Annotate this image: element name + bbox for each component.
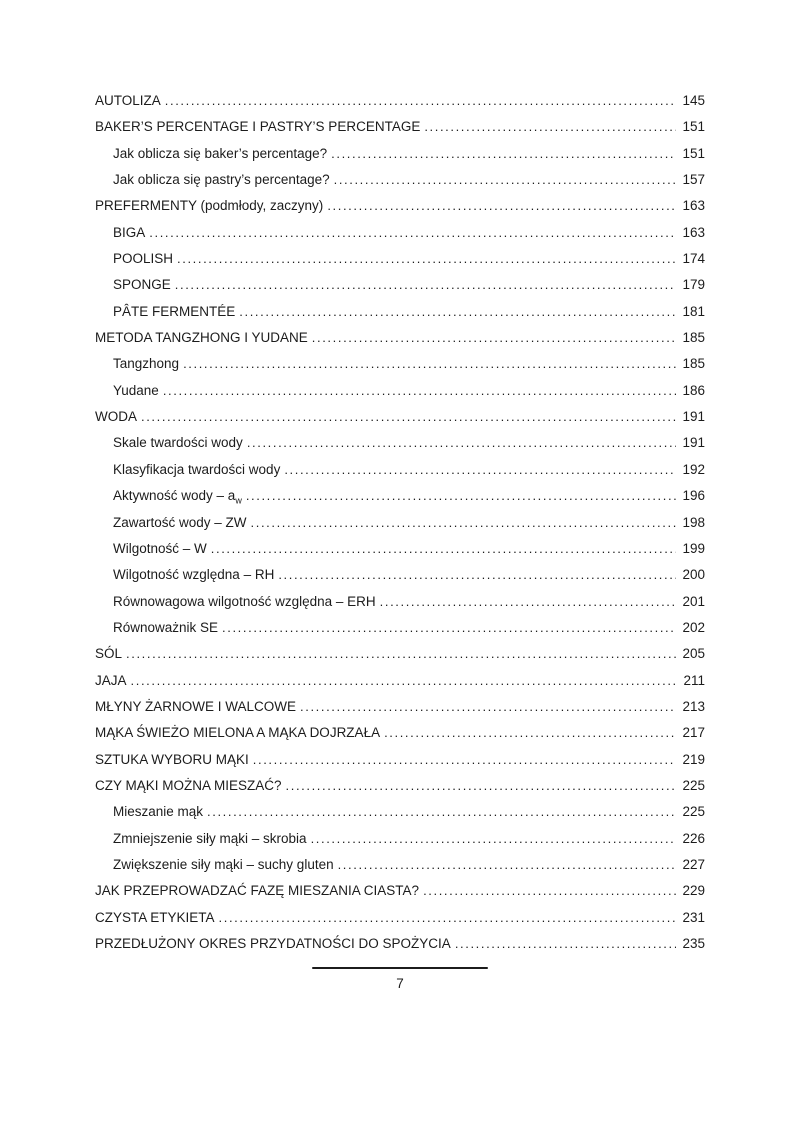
dot-leader (239, 299, 676, 325)
toc-entry-page-number: 191 (682, 435, 705, 451)
toc-entry-label: Zawartość wody – ZW (113, 514, 247, 530)
dot-leader (177, 246, 676, 272)
toc-entry-label: BIGA (113, 224, 146, 240)
toc-entry-page-number: 179 (682, 277, 705, 293)
toc-entry-label: Aktywność wody – $a_w$ (113, 488, 242, 506)
toc-entry-page-number: 235 (682, 936, 705, 951)
toc-entry (95, 167, 705, 193)
toc-entry-label: BAKER’S PERCENTAGE I PASTRY’S PERCENTAGE (95, 119, 421, 135)
dot-leader (141, 404, 676, 430)
dot-leader (246, 483, 676, 509)
dot-leader (131, 668, 676, 694)
toc-entry-page-number: 229 (682, 883, 705, 899)
toc-entry (95, 931, 705, 957)
toc-entry-page-number: 191 (682, 409, 705, 425)
toc-entry-page-number: 226 (682, 830, 705, 846)
toc-entry (95, 457, 705, 483)
toc-entry-label: Równoważnik SE (113, 619, 219, 635)
toc-entry-label: Klasyfikacja twardości wody (113, 461, 281, 477)
toc-entry-page-number: 205 (682, 646, 705, 662)
toc-entry (95, 404, 705, 430)
toc-entry-page-number: 181 (682, 303, 705, 319)
toc-entry-page-number: 163 (682, 224, 705, 240)
toc-entry-label: Tangzhong (113, 356, 180, 372)
dot-leader (284, 457, 676, 483)
toc-entry (95, 299, 705, 325)
page-number: 7 (396, 976, 404, 991)
toc-entry-page-number: 225 (682, 777, 705, 793)
toc-entry-label: CZYSTA ETYKIETA (95, 909, 215, 925)
toc-entry (95, 483, 705, 509)
toc-entry-page-number: 185 (682, 330, 705, 346)
toc-entry-label: SPONGE (113, 277, 171, 293)
toc-entry-page-number: 225 (682, 804, 705, 820)
toc-entry-label: Równowagowa wilgotność względna – ERH (113, 593, 376, 609)
dot-leader (207, 799, 676, 825)
dot-leader (253, 747, 676, 773)
toc-entry (95, 878, 705, 904)
toc-entry-page-number: 231 (682, 909, 705, 925)
toc-entry-page-number: 211 (683, 672, 705, 688)
toc-entry-label: Wilgotność względna – RH (113, 567, 275, 583)
toc-entry-page-number: 174 (682, 251, 705, 267)
toc-entry-page-number: 192 (682, 461, 705, 477)
toc-entry (95, 536, 705, 562)
toc-entry-label: Jak oblicza się pastry’s percentage? (113, 172, 330, 188)
toc-entry-label: AUTOLIZA (95, 93, 161, 108)
dot-leader (211, 536, 676, 562)
dot-leader (334, 167, 676, 193)
toc-entry-page-number: 196 (682, 488, 705, 504)
toc-entry-page-number: 200 (682, 567, 705, 583)
table-of-contents (95, 88, 705, 957)
dot-leader (286, 773, 676, 799)
dot-leader (331, 141, 676, 167)
toc-entry-label: Zwiększenie siły mąki – suchy gluten (113, 856, 334, 872)
toc-entry (95, 615, 705, 641)
toc-entry-page-number: 199 (682, 540, 705, 556)
toc-entry-label: SÓL (95, 646, 123, 662)
toc-entry-page-number: 217 (682, 725, 705, 741)
toc-entry-page-number: 202 (682, 619, 705, 635)
dot-leader (175, 272, 676, 298)
dot-leader (219, 905, 676, 931)
dot-leader (165, 88, 676, 114)
toc-entry (95, 220, 705, 246)
toc-entry-page-number: 185 (682, 356, 705, 372)
toc-entry (95, 272, 705, 298)
toc-entry (95, 773, 705, 799)
toc-entry (95, 668, 705, 694)
toc-entry-page-number: 151 (682, 145, 705, 161)
toc-entry-label: Zmniejszenie siły mąki – skrobia (113, 830, 307, 846)
toc-entry (95, 747, 705, 773)
dot-leader (455, 931, 676, 957)
dot-leader (222, 615, 676, 641)
toc-entry-label: PREFERMENTY (podmłody, zaczyny) (95, 198, 324, 214)
toc-entry-page-number: 213 (682, 698, 705, 714)
toc-entry (95, 562, 705, 588)
toc-entry (95, 430, 705, 456)
toc-entry-page-number: 151 (682, 119, 705, 135)
dot-leader (300, 694, 676, 720)
toc-entry-page-number: 219 (682, 751, 705, 767)
dot-leader (126, 641, 676, 667)
toc-entry (95, 88, 705, 114)
toc-entry (95, 378, 705, 404)
dot-leader (423, 878, 676, 904)
dot-leader (183, 351, 676, 377)
toc-entry (95, 351, 705, 377)
toc-entry (95, 826, 705, 852)
toc-entry-page-number: 186 (682, 382, 705, 398)
toc-entry-page-number: 227 (682, 856, 705, 872)
dot-leader (312, 325, 676, 351)
toc-entry (95, 193, 705, 219)
toc-entry-page-number: 198 (682, 514, 705, 530)
dot-leader (247, 430, 676, 456)
toc-entry (95, 510, 705, 536)
toc-entry-label: SZTUKA WYBORU MĄKI (95, 751, 249, 767)
toc-entry-label: JAJA (95, 672, 127, 688)
toc-entry-label: Yudane (113, 382, 159, 398)
toc-entry-label: MŁYNY ŻARNOWE I WALCOWE (95, 698, 297, 714)
toc-entry-label: Jak oblicza się baker’s percentage? (113, 145, 328, 161)
dot-leader (380, 589, 676, 615)
toc-entry-label: METODA TANGZHONG I YUDANE (95, 330, 308, 346)
toc-entry-label: Wilgotność – W (113, 540, 207, 556)
toc-entry-label: CZY MĄKI MOŻNA MIESZAĆ? (95, 777, 282, 793)
dot-leader (338, 852, 676, 878)
toc-entry (95, 641, 705, 667)
toc-entry (95, 114, 705, 140)
toc-entry (95, 694, 705, 720)
toc-entry-label: PRZEDŁUŻONY OKRES PRZYDATNOŚCI DO SPOŻYCIA (95, 936, 451, 951)
toc-entry-page-number: 163 (682, 198, 705, 214)
toc-entry (95, 799, 705, 825)
toc-entry (95, 246, 705, 272)
toc-entry (95, 141, 705, 167)
dot-leader (327, 193, 676, 219)
dot-leader (278, 562, 676, 588)
dot-leader (384, 720, 676, 746)
toc-entry-label: Mieszanie mąk (113, 804, 204, 820)
page-footer (0, 967, 800, 991)
toc-entry (95, 720, 705, 746)
toc-entry-label: MĄKA ŚWIEŻO MIELONA A MĄKA DOJRZAŁA (95, 725, 381, 741)
toc-entry-label: POOLISH (113, 251, 174, 267)
toc-entry-page-number: 145 (682, 93, 705, 108)
toc-entry-label: JAK PRZEPROWADZAĆ FAZĘ MIESZANIA CIASTA? (95, 883, 420, 899)
toc-entry (95, 325, 705, 351)
toc-entry (95, 905, 705, 931)
footer-divider (312, 967, 488, 969)
toc-entry-label: Skale twardości wody (113, 435, 243, 451)
dot-leader (251, 510, 676, 536)
toc-entry (95, 852, 705, 878)
dot-leader (149, 220, 676, 246)
toc-entry (95, 589, 705, 615)
dot-leader (163, 378, 676, 404)
toc-entry-label: WODA (95, 409, 137, 425)
dot-leader (424, 114, 676, 140)
dot-leader (311, 826, 676, 852)
toc-entry-page-number: 157 (682, 172, 705, 188)
toc-entry-page-number: 201 (682, 593, 705, 609)
toc-entry-label: PÂTE FERMENTÉE (113, 303, 236, 319)
